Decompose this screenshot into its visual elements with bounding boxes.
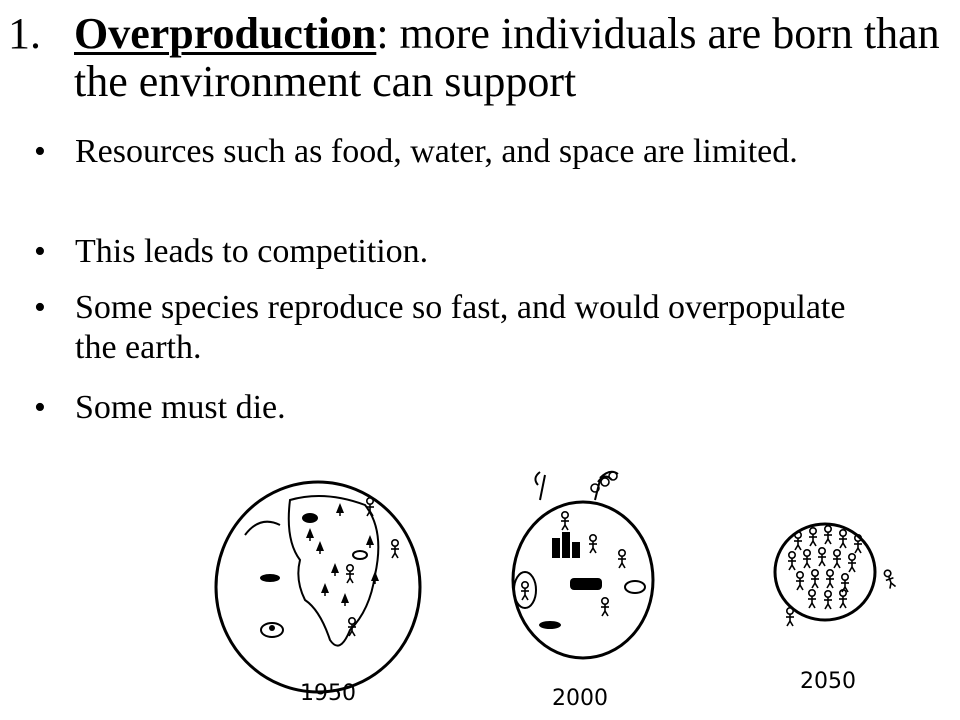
globe-2000 xyxy=(513,472,653,658)
bullet-text: Resources such as food, water, and space are limited. xyxy=(75,133,798,170)
bullet-marker: • xyxy=(34,389,46,426)
heading-number: 1. xyxy=(8,9,41,58)
bullet-text: Some must die. xyxy=(75,389,286,426)
year-label: 1950 xyxy=(300,681,356,706)
heading-rest: : more individuals are born than the environment can support xyxy=(74,9,940,106)
overpopulation-illustration xyxy=(200,460,920,715)
heading-text xyxy=(74,10,944,106)
bullet-text: This leads to competition. xyxy=(75,233,429,270)
year-label: 2050 xyxy=(800,669,856,694)
globe-1950 xyxy=(216,482,420,692)
bullet-marker: • xyxy=(34,233,46,270)
bullet-text: Some species reproduce so fast, and would overpopulate the earth. xyxy=(75,289,846,366)
bullet-marker: • xyxy=(34,289,46,326)
globe-2050 xyxy=(775,524,896,626)
year-label: 2000 xyxy=(552,686,608,711)
bullet-marker: • xyxy=(34,133,46,170)
heading-term: Overproduction xyxy=(74,9,377,58)
